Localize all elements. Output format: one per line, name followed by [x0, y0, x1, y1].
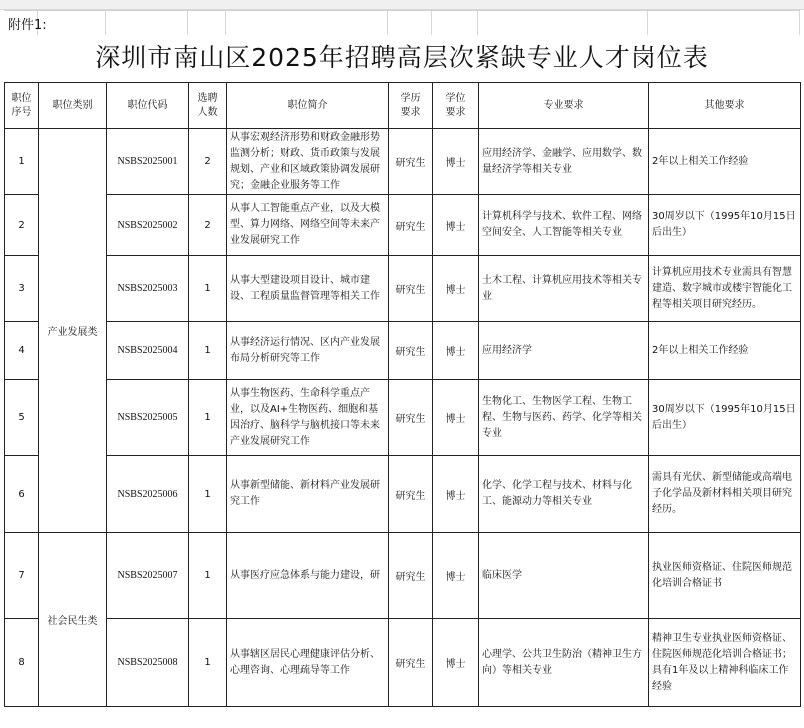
cell-intro: 从事新型储能、新材料产业发展研究工作	[227, 456, 389, 533]
cell-other: 30周岁以下（1995年10月15日后出生）	[649, 380, 801, 456]
cell-education: 研究生	[389, 456, 433, 533]
cell-degree: 博士	[433, 456, 479, 533]
cell-major: 计算机科学与技术、软件工程、网络空间安全、人工智能等相关专业	[479, 195, 649, 256]
cell-intro: 从事人工智能重点产业，以及大模型、算力网络、网络空间等未来产业发展研究工作	[227, 195, 389, 256]
attachment-label: 附件1:	[8, 18, 47, 33]
cell-seq: 2	[5, 195, 39, 256]
cell-degree: 博士	[433, 129, 479, 195]
cell-other: 需具有光伏、新型储能或高端电子化学品及新材料相关项目研究经历。	[649, 456, 801, 533]
cell-major: 生物化工、生物医学工程、生物工程、生物与医药、药学、化学等相关专业	[479, 380, 649, 456]
table-row	[5, 195, 801, 256]
cell-intro: 从事大型建设项目设计、城市建设、工程质量监督管理等相关工作	[227, 256, 389, 322]
cell-count: 2	[189, 129, 227, 195]
cell-other: 2年以上相关工作经验	[649, 129, 801, 195]
cell-degree: 博士	[433, 256, 479, 322]
cell-degree: 博士	[433, 380, 479, 456]
header-major: 专业要求	[479, 83, 649, 129]
header-seq: 职位 序号	[5, 83, 39, 129]
cell-count: 1	[189, 533, 227, 619]
cell-education: 研究生	[389, 195, 433, 256]
cell-code: NSBS2025002	[107, 195, 189, 256]
cell-intro: 从事辖区居民心理健康评估分析、心理咨询、心理疏导等工作	[227, 619, 389, 707]
cell-degree: 博士	[433, 322, 479, 380]
cell-other: 计算机应用技术专业需具有智慧建造、数字城市或楼宇智能化工程等相关项目研究经历。	[649, 256, 801, 322]
header-category: 职位类别	[39, 83, 107, 129]
table-row	[5, 533, 801, 619]
cell-education: 研究生	[389, 533, 433, 619]
cell-seq: 6	[5, 456, 39, 533]
cell-other: 30周岁以下（1995年10月15日后出生）	[649, 195, 801, 256]
cell-count: 1	[189, 456, 227, 533]
cell-major: 心理学、公共卫生防治（精神卫生方向）等相关专业	[479, 619, 649, 707]
cell-major: 应用经济学	[479, 322, 649, 380]
cell-count: 2	[189, 195, 227, 256]
table-row	[5, 129, 801, 195]
cell-seq: 4	[5, 322, 39, 380]
page-title: 深圳市南山区2025年招聘高层次紧缺专业人才岗位表	[95, 43, 709, 72]
cell-count: 1	[189, 256, 227, 322]
cell-other: 精神卫生专业执业医师资格证、住院医师规范化培训合格证书；具有1年及以上精神科临床工作经验	[649, 619, 801, 707]
cell-major: 应用经济学、金融学、应用数学、数量经济学等相关专业	[479, 129, 649, 195]
cell-intro: 从事医疗应急体系与能力建设，研	[227, 533, 389, 619]
header-other: 其他要求	[649, 83, 801, 129]
header-code: 职位代码	[107, 83, 189, 129]
header-intro: 职位简介	[227, 83, 389, 129]
cell-other: 2年以上相关工作经验	[649, 322, 801, 380]
table-row	[5, 456, 801, 533]
cell-education: 研究生	[389, 256, 433, 322]
header-degree: 学位 要求	[433, 83, 479, 129]
spreadsheet-top-strip	[0, 0, 804, 10]
cell-intro: 从事宏观经济形势和财政金融形势监测分析；财政、货币政策与发展规划、产业和区域政策协调发展研究；金融企业服务等工作	[227, 129, 389, 195]
cell-other: 执业医师资格证、住院医师规范化培训合格证书	[649, 533, 801, 619]
cell-seq: 3	[5, 256, 39, 322]
cell-degree: 博士	[433, 619, 479, 707]
attachment-row	[4, 10, 800, 35]
cell-code: NSBS2025003	[107, 256, 189, 322]
cell-code: NSBS2025004	[107, 322, 189, 380]
cell-major: 化学、化学工程与技术、材料与化工、能源动力等相关专业	[479, 456, 649, 533]
cell-major: 临床医学	[479, 533, 649, 619]
cell-education: 研究生	[389, 129, 433, 195]
header-count: 选聘 人数	[189, 83, 227, 129]
cell-seq: 1	[5, 129, 39, 195]
positions-table	[4, 82, 801, 707]
table-row	[5, 322, 801, 380]
cell-education: 研究生	[389, 322, 433, 380]
table-row	[5, 256, 801, 322]
cell-code: NSBS2025006	[107, 456, 189, 533]
table-row	[5, 380, 801, 456]
cell-seq: 8	[5, 619, 39, 707]
cell-education: 研究生	[389, 619, 433, 707]
cell-category-industry: 产业发展类	[39, 129, 107, 533]
header-education: 学历 要求	[389, 83, 433, 129]
cell-count: 1	[189, 380, 227, 456]
cell-degree: 博士	[433, 195, 479, 256]
cell-count: 1	[189, 322, 227, 380]
cell-code: NSBS2025001	[107, 129, 189, 195]
cell-intro: 从事经济运行情况、区内产业发展布局分析研究等工作	[227, 322, 389, 380]
cell-code: NSBS2025005	[107, 380, 189, 456]
cell-education: 研究生	[389, 380, 433, 456]
cell-degree: 博士	[433, 533, 479, 619]
cell-code: NSBS2025007	[107, 533, 189, 619]
cell-major: 土木工程、计算机应用技术等相关专业	[479, 256, 649, 322]
cell-category-social: 社会民生类	[39, 533, 107, 707]
cell-count: 1	[189, 619, 227, 707]
cell-code: NSBS2025008	[107, 619, 189, 707]
cell-seq: 5	[5, 380, 39, 456]
cell-intro: 从事生物医药、生命科学重点产业，以及AI+生物医药、细胞和基因治疗、脑科学与脑机接口等未来产业发展研究工作	[227, 380, 389, 456]
table-row	[5, 619, 801, 707]
cell-seq: 7	[5, 533, 39, 619]
header-row	[5, 83, 801, 129]
